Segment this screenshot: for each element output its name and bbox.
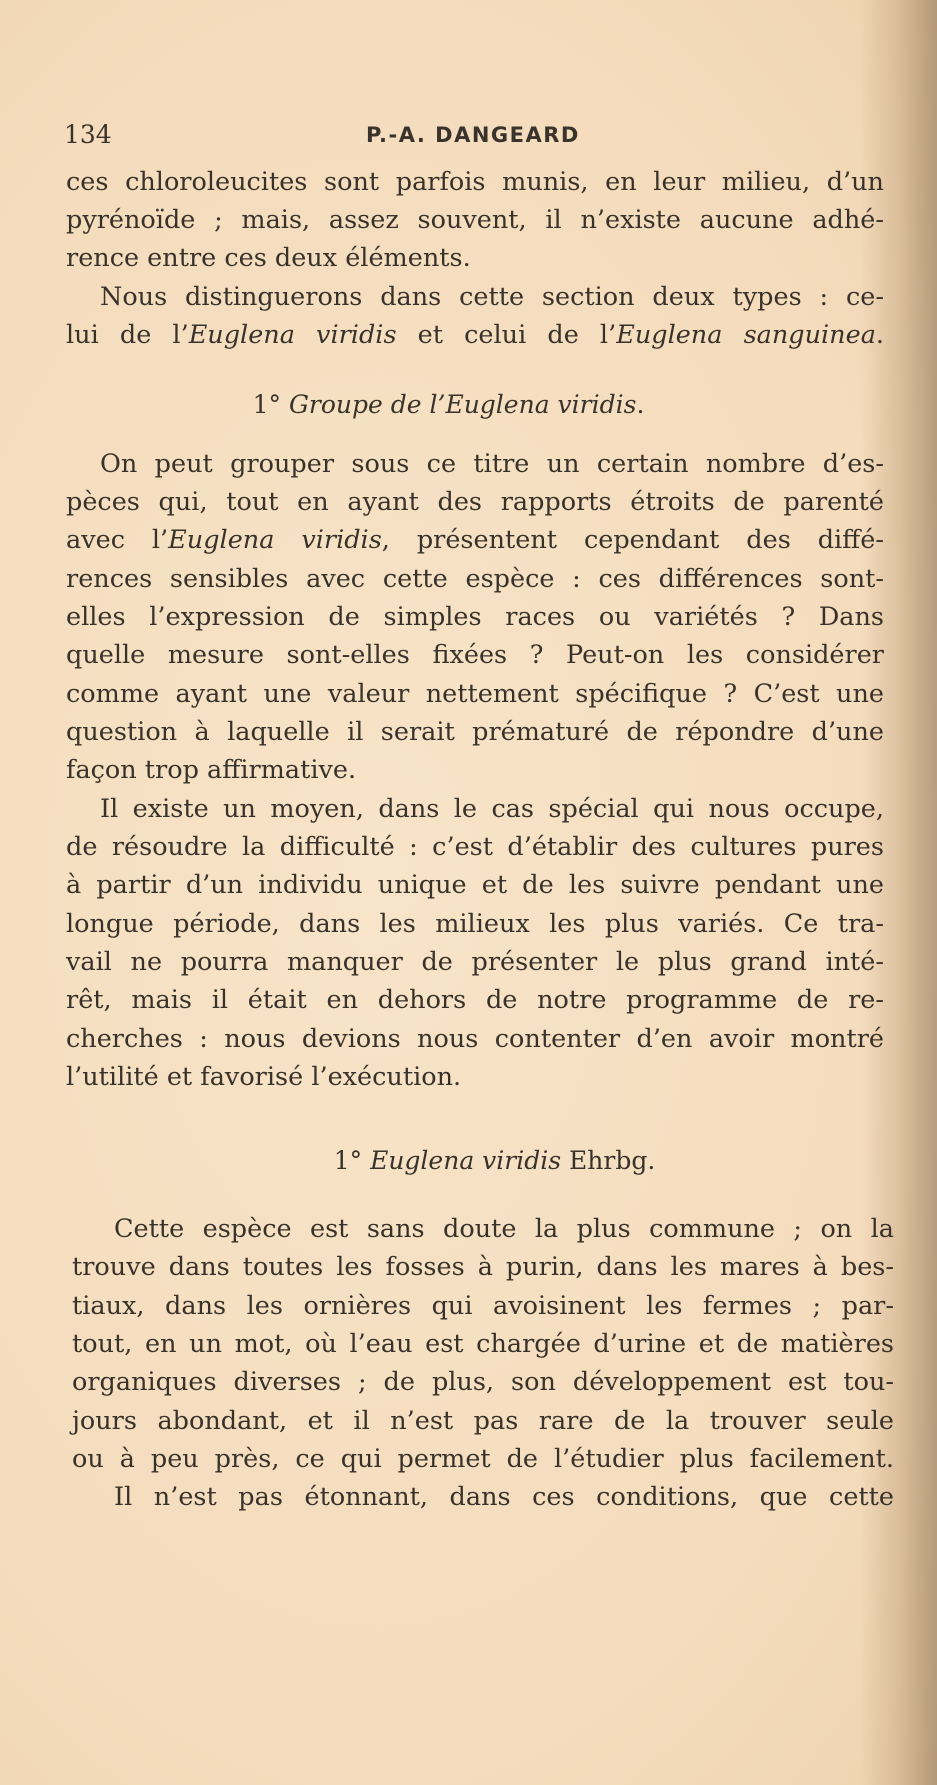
text-line: ou à peu près, ce qui permet de l’étudier plus facilement. xyxy=(72,1444,894,1474)
text-line: lui de l’Euglena viridis et celui de l’Euglena sanguinea. xyxy=(66,320,885,350)
running-head: P.-A. DANGEARD xyxy=(366,123,580,147)
text-line: On peut grouper sous ce titre un certain nombre d’es- xyxy=(100,449,884,479)
text-line: l’utilité et favorisé l’exécution. xyxy=(66,1062,462,1092)
text-line: tout, en un mot, où l’eau est chargée d’urine et de matières xyxy=(72,1329,894,1359)
page-header xyxy=(64,120,874,160)
text-line: façon trop affirmative. xyxy=(66,755,357,785)
text-line: avec l’Euglena viridis, présentent cependant des diffé- xyxy=(66,525,884,555)
text-line: question à laquelle il serait prématuré de répondre d’une xyxy=(66,717,884,747)
text-line: Cette espèce est sans doute la plus commune ; on la xyxy=(114,1214,894,1244)
species-name: Euglena viridis xyxy=(168,525,382,555)
text-line: quelle mesure sont-elles fixées ? Peut-on les considérer xyxy=(66,640,884,670)
text-line: rences sensibles avec cette espèce : ces différences sont- xyxy=(66,564,884,594)
text-line: rêt, mais il était en dehors de notre programme de re- xyxy=(66,985,884,1015)
text-line: Nous distinguerons dans cette section deux types : ce- xyxy=(100,282,884,312)
text-line: comme ayant une valeur nettement spécifique ? C’est une xyxy=(66,679,884,709)
text-line: de résoudre la difficulté : c’est d’établir des cultures pures xyxy=(66,832,884,862)
text-line: jours abondant, et il n’est pas rare de la trouver seule xyxy=(72,1406,894,1436)
section-heading: 1° Groupe de l’Euglena viridis. xyxy=(252,390,645,419)
text-line: elles l’expression de simples races ou variétés ? Dans xyxy=(66,602,884,632)
species-heading: 1° Euglena viridis Ehrbg. xyxy=(333,1146,656,1175)
text-line: cherches : nous devions nous contenter d’en avoir montré xyxy=(66,1024,884,1054)
species-name: Euglena viridis xyxy=(188,320,397,350)
text-line: trouve dans toutes les fosses à purin, dans les mares à bes- xyxy=(72,1252,894,1282)
text-line: ces chloroleucites sont parfois munis, en leur milieu, d’un xyxy=(66,167,884,197)
text-line: Il n’est pas étonnant, dans ces conditions, que cette xyxy=(114,1482,894,1512)
text-line: rence entre ces deux éléments. xyxy=(66,243,471,273)
page-number: 134 xyxy=(64,120,112,149)
species-name: Euglena sanguinea xyxy=(616,320,876,350)
text-line: Il existe un moyen, dans le cas spécial qui nous occupe, xyxy=(100,794,884,824)
text-line: pèces qui, tout en ayant des rapports étroits de parenté xyxy=(66,487,884,517)
text-line: pyrénoïde ; mais, assez souvent, il n’existe aucune adhé- xyxy=(66,205,884,235)
text-line: tiaux, dans les ornières qui avoisinent les fermes ; par- xyxy=(72,1291,894,1321)
text-line: longue période, dans les milieux les plus variés. Ce tra- xyxy=(66,909,884,939)
text-line: vail ne pourra manquer de présenter le plus grand inté- xyxy=(66,947,884,977)
text-line: organiques diverses ; de plus, son développement est tou- xyxy=(72,1367,894,1397)
text-line: à partir d’un individu unique et de les suivre pendant une xyxy=(66,870,884,900)
